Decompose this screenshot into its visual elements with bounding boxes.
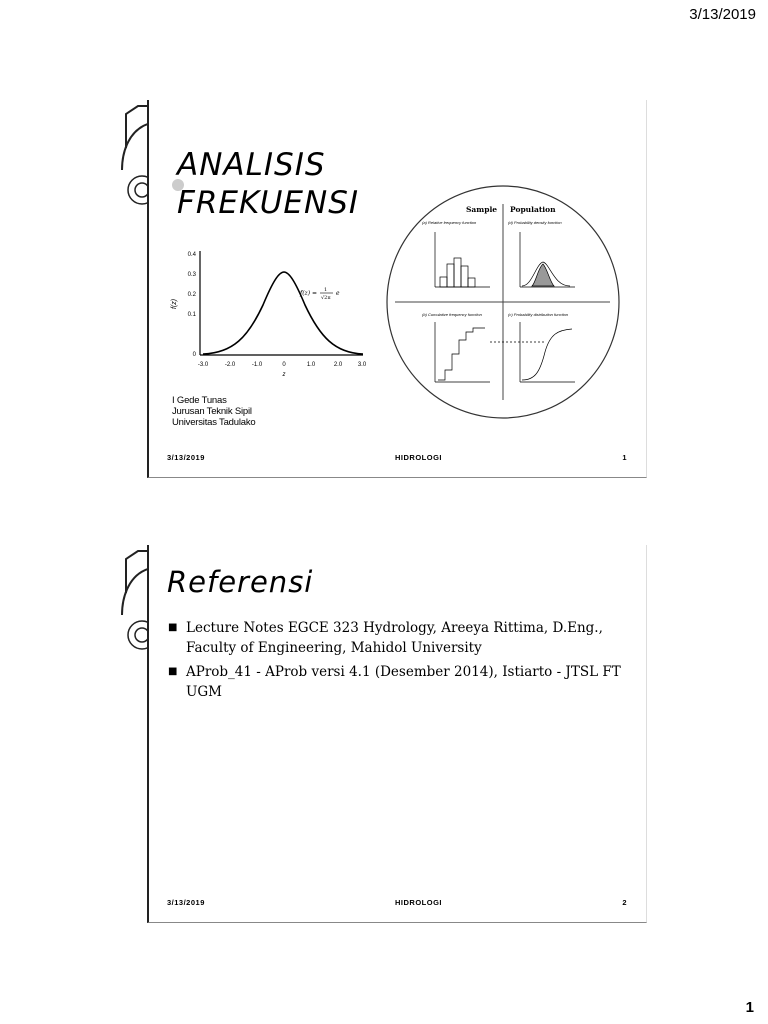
sample-label: Sample [466,205,498,214]
population-label: Population [510,205,556,214]
slide-title-line1: ANALISIS [177,147,326,183]
slide-title: Referensi [167,565,314,599]
reference-text: Lecture Notes EGCE 323 Hydrology, Areeya Rittima, D.Eng., Faculty of Engineering, Mahidol University [186,620,603,656]
x-tick-label: 0 [282,362,286,368]
y-tick-label: 0 [192,352,196,358]
sample-population-diagram [380,182,640,422]
footer-date: 3/13/2019 [167,453,205,462]
panel-a-label: (a) Relative frequency function [422,220,477,225]
footer-slide-number: 1 [622,453,627,462]
slide-2 [120,545,647,923]
author-university: Universitas Tadulako [172,417,256,428]
svg-text:e: e [336,290,340,297]
author-department: Jurusan Teknik Sipil [172,406,252,417]
list-item [168,618,638,658]
x-tick-label: 3.0 [357,362,367,368]
square-bullet-icon: ■ [168,666,178,677]
slide-title-line2: FREKUENSI [177,185,360,221]
slide-decoration [120,545,148,715]
footer-title: HIDROLOGI [395,898,442,907]
page-number: 1 [745,999,754,1016]
panel-c-label: (c) Probability distribution function [508,312,569,317]
slide-frame [147,545,647,923]
svg-text:√2π: √2π [321,295,331,301]
histogram-icon [435,232,490,287]
normal-distribution-graph [158,245,378,385]
slide-1 [120,100,647,478]
y-tick-label: 0.4 [187,252,196,258]
square-bullet-icon: ■ [168,622,178,633]
y-tick-label: 0.3 [187,272,196,278]
reference-list [168,618,638,706]
reference-text: AProb_41 - AProb versi 4.1 (Desember 2014), Istiarto - JTSL FT UGM [186,664,621,700]
footer-slide-number: 2 [622,898,627,907]
y-axis-label: f(z) [171,298,178,309]
x-axis-label: z [282,372,286,378]
svg-text:1: 1 [324,287,328,293]
x-tick-label: -3.0 [197,362,209,368]
y-tick-label: 0.2 [187,292,196,298]
author-name: I Gede Tunas [172,395,227,406]
x-tick-label: -2.0 [224,362,236,368]
x-tick-label: 1.0 [306,362,316,368]
footer-date: 3/13/2019 [167,898,205,907]
page-date: 3/13/2019 [689,6,756,23]
x-tick-label: -1.0 [251,362,263,368]
list-item [168,662,638,702]
author-block [172,395,255,428]
panel-d-label: (d) Probability density function [508,220,562,225]
cumulative-step-icon [435,322,490,382]
panel-b-label: (b) Cumulative frequency function [422,312,482,317]
x-tick-label: 2.0 [333,362,343,368]
slide-decoration [120,100,148,270]
pdf-curve-icon [520,232,575,287]
footer-title: HIDROLOGI [395,453,442,462]
y-tick-label: 0.1 [187,312,196,318]
formula-icon [299,287,340,301]
svg-text:f(z) =: f(z) = [300,290,317,297]
